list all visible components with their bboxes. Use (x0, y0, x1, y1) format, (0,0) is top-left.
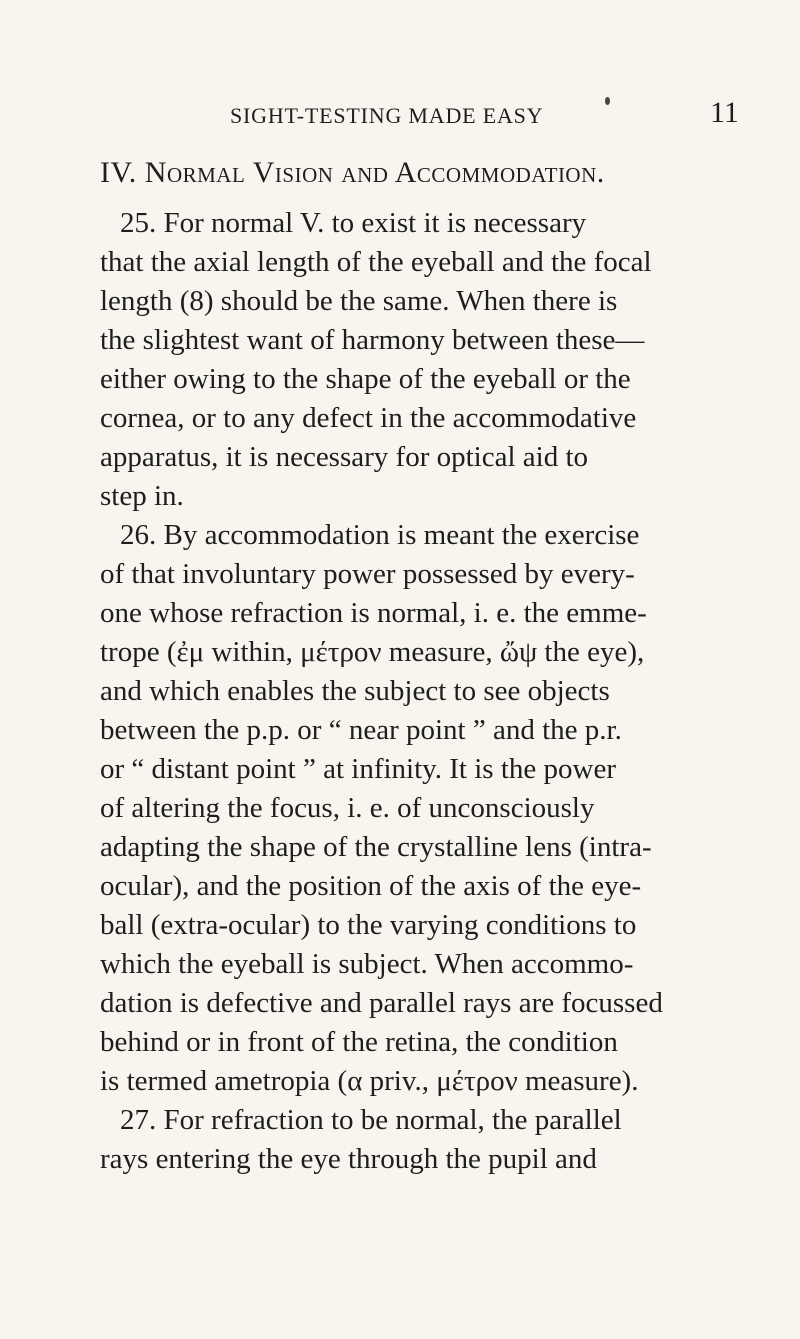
paragraph-line: trope (ἐμ within, μέτρον measure, ὤψ the eye), (100, 636, 645, 668)
paragraph-line: cornea, or to any defect in the accommodative (100, 402, 637, 434)
paragraph-line: is termed ametropia (α priv., μέτρον measure). (100, 1065, 639, 1097)
running-head: SIGHT-TESTING MADE EASY (230, 103, 544, 128)
paragraph-line: of that involuntary power possessed by every- (100, 558, 635, 590)
paragraph-line: and which enables the subject to see objects (100, 675, 610, 707)
paragraph-line: ball (extra-ocular) to the varying conditions to (100, 909, 637, 941)
page-number: 11 (710, 96, 739, 129)
paragraph-line: length (8) should be the same. When there is (100, 285, 618, 317)
paragraph-line: apparatus, it is necessary for optical aid to (100, 441, 589, 473)
ink-speck (605, 97, 610, 105)
section-heading: IV. Normal Vision and Accommodation. (100, 156, 605, 189)
paragraph-line: between the p.p. or “ near point ” and the p.r. (100, 714, 622, 746)
paragraph-line: either owing to the shape of the eyeball or the (100, 363, 631, 395)
paragraph-line: one whose refraction is normal, i. e. the emme- (100, 597, 647, 629)
paragraph-line: 25. For normal V. to exist it is necessary (120, 207, 587, 239)
paragraph-line: 26. By accommodation is meant the exercise (120, 519, 640, 551)
paragraph-line: rays entering the eye through the pupil and (100, 1143, 597, 1175)
paragraph-line: which the eyeball is subject. When accommo- (100, 948, 634, 980)
paragraph-line: behind or in front of the retina, the condition (100, 1026, 618, 1058)
paragraph-line: or “ distant point ” at infinity. It is the power (100, 753, 616, 785)
paragraph-line: 27. For refraction to be normal, the parallel (120, 1104, 622, 1136)
paragraph-line: dation is defective and parallel rays are focussed (100, 987, 663, 1019)
paragraph-line: ocular), and the position of the axis of the eye- (100, 870, 642, 902)
paragraph-line: of altering the focus, i. e. of unconsciously (100, 792, 595, 824)
paragraph-line: that the axial length of the eyeball and the focal (100, 246, 652, 278)
paragraph-line: step in. (100, 480, 184, 512)
paragraph-line: adapting the shape of the crystalline lens (intra- (100, 831, 652, 863)
paragraph-line: the slightest want of harmony between these— (100, 324, 645, 356)
